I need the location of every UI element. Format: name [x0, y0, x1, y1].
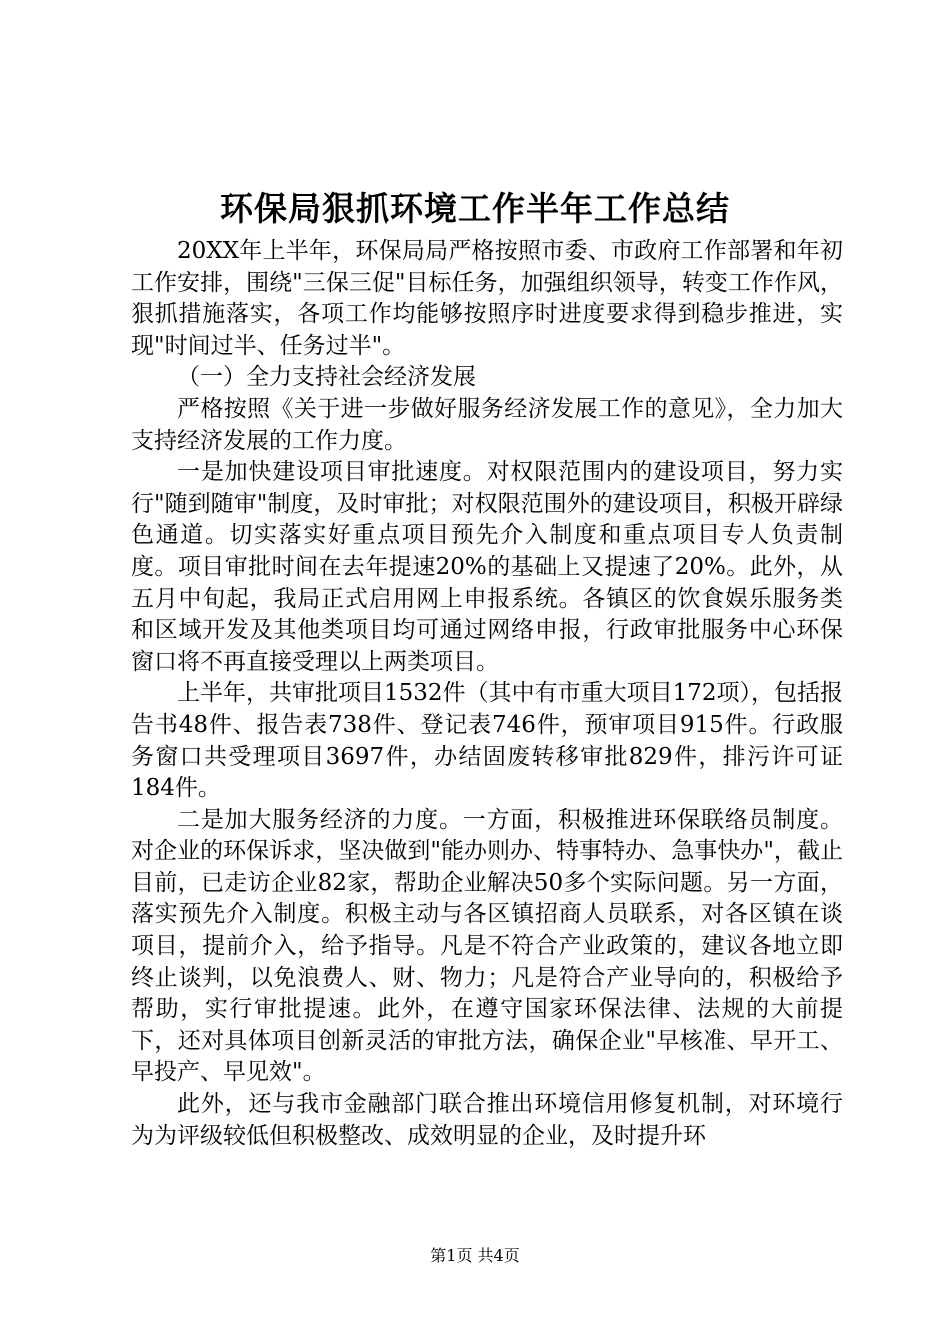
paragraph: 此外，还与我市金融部门联合推出环境信用修复机制，对环境行为为评级较低但积极整改、成效明显的企业，及时提升环: [131, 1091, 843, 1149]
paragraph: 二是加大服务经济的力度。一方面，积极推进环保联络员制度。对企业的环保诉求，坚决做到"能办则办、特事特办、急事快办"，截止目前，已走访企业82家，帮助企业解决50多个实际问题。另一方面，落实预先介入制度。积极主动与各区镇招商人员联系，对各区镇在谈项目，提前介入，给予指导。凡是不符合产业政策的，建议各地立即终止谈判，以免浪费人、财、物力；凡是符合产业导向的，积极给予帮助，实行审批提速。此外，在遵守国家环保法律、法规的大前提下，还对具体项目创新灵活的审批方法，确保企业"早核准、早开工、早投产、早见效"。: [131, 806, 843, 1086]
paragraph: 上半年，共审批项目1532件（其中有市重大项目172项），包括报告书48件、报告表738件、登记表746件，预审项目915件。行政服务窗口共受理项目3697件，办结固废转移审批829件，排污许可证184件。: [131, 680, 843, 802]
paragraph: 严格按照《关于进一步做好服务经济发展工作的意见》，全力加大支持经济发展的工作力度。: [131, 395, 843, 454]
paragraph-intro: 20XX年上半年，环保局局严格按照市委、市政府工作部署和年初工作安排，围绕"三保三促"目标任务，加强组织领导，转变工作作风，狠抓措施落实，各项工作均能够按照序时进度要求得到稳步推进，实现"时间过半、任务过半"。: [131, 238, 843, 359]
page-footer: 第1页 共4页: [430, 1246, 520, 1265]
document-title: 环保局狠抓环境工作半年工作总结: [220, 189, 730, 228]
document-body: [131, 236, 843, 1152]
section-heading: （一）全力支持社会经济发展: [177, 364, 476, 391]
paragraph: 一是加快建设项目审批速度。对权限范围内的建设项目，努力实行"随到随审"制度，及时审批；对权限范围外的建设项目，积极开辟绿色通道。切实落实好重点项目预先介入制度和重点项目专人负责制度。项目审批时间在去年提速20%的基础上又提速了20%。此外，从五月中旬起，我局正式启用网上申报系统。各镇区的饮食娱乐服务类和区域开发及其他类项目均可通过网络申报，行政审批服务中心环保窗口将不再直接受理以上两类项目。: [131, 459, 843, 675]
